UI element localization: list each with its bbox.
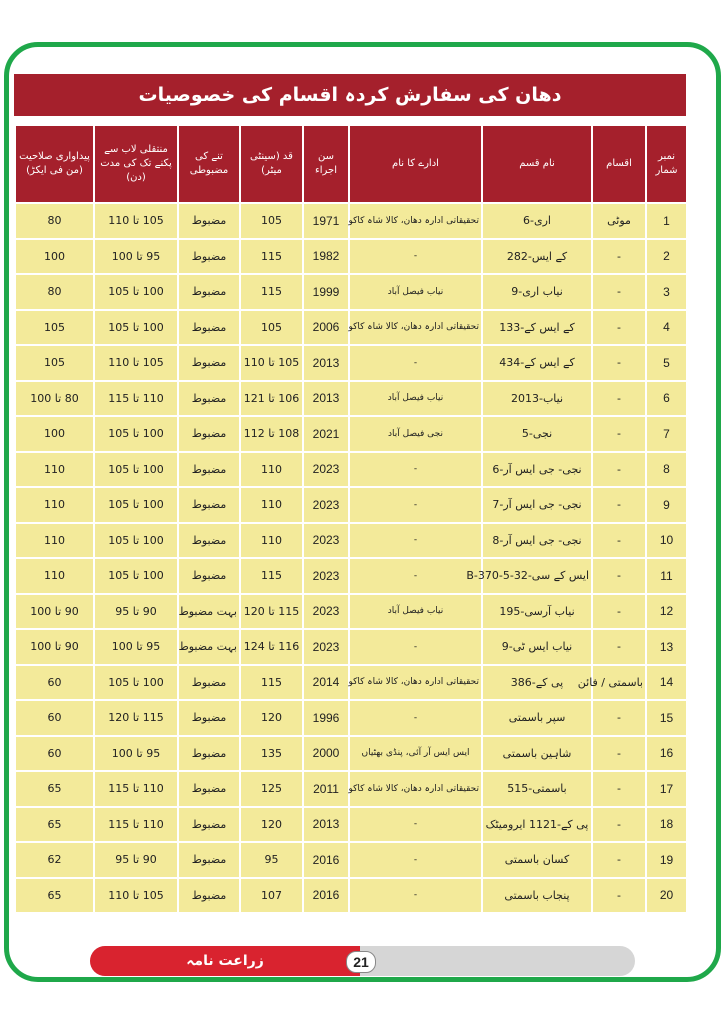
cell-release-year: 2021 [303, 416, 349, 452]
cell-institute: تحقیقاتی ادارہ دھان، کالا شاہ کاکو [349, 665, 482, 701]
cell-height: 110 [240, 523, 303, 559]
header-release-year: سن اجراء [303, 125, 349, 203]
page-number: 21 [346, 951, 376, 973]
cell-category: - [592, 487, 646, 523]
cell-maturity-days: 100 تا 105 [94, 310, 178, 346]
cell-stem-strength: مضبوط [178, 310, 240, 346]
cell-release-year: 1996 [303, 700, 349, 736]
cell-yield: 65 [15, 807, 94, 843]
cell-maturity-days: 100 تا 105 [94, 274, 178, 310]
table-row [15, 594, 687, 630]
cell-height: 115 [240, 665, 303, 701]
cell-institute: ایس ایس آر آئی، پنڈی بھٹیاں [349, 736, 482, 772]
cell-maturity-days: 110 تا 115 [94, 381, 178, 417]
cell-release-year: 2023 [303, 452, 349, 488]
cell-release-year: 2023 [303, 594, 349, 630]
cell-release-year: 2014 [303, 665, 349, 701]
cell-serial: 19 [646, 842, 687, 878]
table-row [15, 771, 687, 807]
cell-serial: 15 [646, 700, 687, 736]
rice-varieties-table [14, 124, 688, 914]
cell-release-year: 2000 [303, 736, 349, 772]
cell-stem-strength: بہت مضبوط [178, 594, 240, 630]
cell-serial: 20 [646, 878, 687, 914]
cell-institute: نجی فیصل آباد [349, 416, 482, 452]
cell-yield: 60 [15, 665, 94, 701]
cell-category: - [592, 878, 646, 914]
cell-serial: 2 [646, 239, 687, 275]
cell-variety-name: پی کے-386 [482, 665, 592, 701]
table-row [15, 203, 687, 239]
cell-height: 115 [240, 274, 303, 310]
cell-stem-strength: مضبوط [178, 345, 240, 381]
table-row [15, 274, 687, 310]
cell-maturity-days: 105 تا 110 [94, 878, 178, 914]
cell-institute: تحقیقاتی ادارہ دھان، کالا شاہ کاکو [349, 771, 482, 807]
cell-stem-strength: مضبوط [178, 381, 240, 417]
cell-maturity-days: 95 تا 100 [94, 629, 178, 665]
cell-institute: - [349, 523, 482, 559]
cell-institute: - [349, 452, 482, 488]
table-row [15, 381, 687, 417]
cell-release-year: 2011 [303, 771, 349, 807]
header-height: قد (سینٹی میٹر) [240, 125, 303, 203]
cell-variety-name: نیاب ایس ٹی-9 [482, 629, 592, 665]
cell-category: - [592, 736, 646, 772]
cell-institute: تحقیقاتی ادارہ دھان، کالا شاہ کاکو [349, 310, 482, 346]
cell-institute: تحقیقاتی ادارہ دھان، کالا شاہ کاکو [349, 203, 482, 239]
cell-maturity-days: 90 تا 95 [94, 842, 178, 878]
cell-height: 105 [240, 310, 303, 346]
header-yield: پیداواری صلاحیت (من فی ایکڑ) [15, 125, 94, 203]
table-row [15, 665, 687, 701]
cell-release-year: 2023 [303, 523, 349, 559]
cell-institute: - [349, 807, 482, 843]
cell-category: - [592, 807, 646, 843]
cell-yield: 65 [15, 878, 94, 914]
table-row [15, 736, 687, 772]
cell-yield: 100 [15, 239, 94, 275]
cell-height: 116 تا 124 [240, 629, 303, 665]
table-row [15, 345, 687, 381]
cell-height: 115 تا 120 [240, 594, 303, 630]
cell-variety-name: نجی-5 [482, 416, 592, 452]
cell-height: 120 [240, 700, 303, 736]
cell-release-year: 1999 [303, 274, 349, 310]
cell-variety-name: نجی- جی ایس آر-7 [482, 487, 592, 523]
cell-category: - [592, 239, 646, 275]
cell-height: 110 [240, 487, 303, 523]
cell-stem-strength: مضبوط [178, 487, 240, 523]
cell-height: 110 [240, 452, 303, 488]
cell-serial: 5 [646, 345, 687, 381]
cell-variety-name: نجی- جی ایس آر-8 [482, 523, 592, 559]
table-row [15, 452, 687, 488]
cell-institute: - [349, 239, 482, 275]
cell-institute: نیاب فیصل آباد [349, 381, 482, 417]
cell-variety-name: اری-6 [482, 203, 592, 239]
table-row [15, 523, 687, 559]
cell-serial: 17 [646, 771, 687, 807]
cell-maturity-days: 90 تا 95 [94, 594, 178, 630]
cell-height: 105 تا 110 [240, 345, 303, 381]
cell-variety-name: کے ایس کے-133 [482, 310, 592, 346]
cell-category: باسمتی / فائن [592, 665, 646, 701]
cell-yield: 62 [15, 842, 94, 878]
cell-maturity-days: 110 تا 115 [94, 807, 178, 843]
cell-variety-name: نیاب-2013 [482, 381, 592, 417]
cell-release-year: 2016 [303, 878, 349, 914]
cell-category: - [592, 523, 646, 559]
cell-stem-strength: مضبوط [178, 665, 240, 701]
cell-serial: 14 [646, 665, 687, 701]
cell-maturity-days: 100 تا 105 [94, 523, 178, 559]
cell-yield: 60 [15, 736, 94, 772]
table-row [15, 700, 687, 736]
cell-height: 120 [240, 807, 303, 843]
cell-variety-name: پی کے-1121 ایرومیٹک [482, 807, 592, 843]
header-serial: نمبر شمار [646, 125, 687, 203]
header-institute: ادارے کا نام [349, 125, 482, 203]
cell-maturity-days: 115 تا 120 [94, 700, 178, 736]
cell-stem-strength: مضبوط [178, 771, 240, 807]
cell-yield: 100 [15, 416, 94, 452]
cell-variety-name: کے ایس-282 [482, 239, 592, 275]
cell-institute: نیاب فیصل آباد [349, 594, 482, 630]
cell-serial: 9 [646, 487, 687, 523]
cell-yield: 110 [15, 487, 94, 523]
table-row [15, 558, 687, 594]
cell-serial: 13 [646, 629, 687, 665]
cell-release-year: 2023 [303, 487, 349, 523]
cell-variety-name: کسان باسمتی [482, 842, 592, 878]
cell-institute: - [349, 700, 482, 736]
table-row [15, 629, 687, 665]
cell-yield: 105 [15, 345, 94, 381]
cell-stem-strength: مضبوط [178, 842, 240, 878]
cell-serial: 18 [646, 807, 687, 843]
header-category: اقسام [592, 125, 646, 203]
cell-yield: 90 تا 100 [15, 629, 94, 665]
cell-serial: 11 [646, 558, 687, 594]
header-stem-strength: تنے کی مضبوطی [178, 125, 240, 203]
cell-height: 125 [240, 771, 303, 807]
cell-height: 115 [240, 558, 303, 594]
cell-serial: 3 [646, 274, 687, 310]
cell-category: - [592, 452, 646, 488]
cell-institute: - [349, 345, 482, 381]
cell-height: 108 تا 112 [240, 416, 303, 452]
cell-maturity-days: 100 تا 105 [94, 665, 178, 701]
cell-variety-name: نیاب آرسی-195 [482, 594, 592, 630]
cell-yield: 110 [15, 523, 94, 559]
cell-variety-name: نجی- جی ایس آر-6 [482, 452, 592, 488]
cell-height: 95 [240, 842, 303, 878]
cell-stem-strength: مضبوط [178, 523, 240, 559]
cell-category: - [592, 842, 646, 878]
cell-variety-name: شاہین باسمتی [482, 736, 592, 772]
cell-stem-strength: مضبوط [178, 274, 240, 310]
cell-height: 115 [240, 239, 303, 275]
cell-maturity-days: 100 تا 105 [94, 416, 178, 452]
cell-yield: 110 [15, 558, 94, 594]
cell-stem-strength: مضبوط [178, 416, 240, 452]
cell-stem-strength: مضبوط [178, 239, 240, 275]
cell-release-year: 1982 [303, 239, 349, 275]
cell-height: 106 تا 121 [240, 381, 303, 417]
cell-maturity-days: 100 تا 105 [94, 487, 178, 523]
cell-category: - [592, 558, 646, 594]
table-header-row [15, 125, 687, 203]
table-row [15, 878, 687, 914]
cell-institute: نیاب فیصل آباد [349, 274, 482, 310]
cell-stem-strength: مضبوط [178, 807, 240, 843]
cell-category: - [592, 310, 646, 346]
footer-magazine-name: زراعت نامہ [90, 946, 360, 976]
cell-maturity-days: 100 تا 105 [94, 558, 178, 594]
cell-yield: 110 [15, 452, 94, 488]
cell-maturity-days: 105 تا 110 [94, 203, 178, 239]
cell-maturity-days: 110 تا 115 [94, 771, 178, 807]
cell-release-year: 2023 [303, 629, 349, 665]
cell-serial: 1 [646, 203, 687, 239]
cell-stem-strength: مضبوط [178, 700, 240, 736]
cell-category: - [592, 381, 646, 417]
cell-release-year: 1971 [303, 203, 349, 239]
cell-institute: - [349, 878, 482, 914]
table-row [15, 310, 687, 346]
cell-release-year: 2013 [303, 807, 349, 843]
cell-yield: 65 [15, 771, 94, 807]
cell-institute: - [349, 487, 482, 523]
header-maturity-days: منتقلی لاب سے پکنے تک کی مدت (دن) [94, 125, 178, 203]
cell-category: - [592, 594, 646, 630]
header-variety-name: نام قسم [482, 125, 592, 203]
cell-release-year: 2023 [303, 558, 349, 594]
cell-yield: 80 [15, 274, 94, 310]
cell-institute: - [349, 558, 482, 594]
cell-serial: 12 [646, 594, 687, 630]
cell-category: موٹی [592, 203, 646, 239]
cell-variety-name: کے ایس کے-434 [482, 345, 592, 381]
cell-serial: 6 [646, 381, 687, 417]
table-row [15, 416, 687, 452]
cell-maturity-days: 100 تا 105 [94, 452, 178, 488]
cell-height: 107 [240, 878, 303, 914]
cell-serial: 4 [646, 310, 687, 346]
table-row [15, 842, 687, 878]
cell-yield: 90 تا 100 [15, 594, 94, 630]
cell-maturity-days: 95 تا 100 [94, 239, 178, 275]
cell-yield: 80 تا 100 [15, 381, 94, 417]
cell-variety-name: باسمتی-515 [482, 771, 592, 807]
cell-category: - [592, 700, 646, 736]
cell-variety-name: پنجاب باسمتی [482, 878, 592, 914]
cell-stem-strength: بہت مضبوط [178, 629, 240, 665]
cell-stem-strength: مضبوط [178, 736, 240, 772]
cell-release-year: 2013 [303, 381, 349, 417]
cell-category: - [592, 274, 646, 310]
cell-serial: 10 [646, 523, 687, 559]
cell-height: 135 [240, 736, 303, 772]
table-row [15, 487, 687, 523]
cell-stem-strength: مضبوط [178, 452, 240, 488]
cell-category: - [592, 416, 646, 452]
cell-maturity-days: 105 تا 110 [94, 345, 178, 381]
cell-height: 105 [240, 203, 303, 239]
cell-category: - [592, 629, 646, 665]
cell-serial: 7 [646, 416, 687, 452]
cell-variety-name: ایس کے سی-B-370-5-32 [482, 558, 592, 594]
cell-category: - [592, 345, 646, 381]
table-row [15, 807, 687, 843]
cell-serial: 16 [646, 736, 687, 772]
cell-maturity-days: 95 تا 100 [94, 736, 178, 772]
cell-release-year: 2006 [303, 310, 349, 346]
cell-serial: 8 [646, 452, 687, 488]
cell-release-year: 2016 [303, 842, 349, 878]
cell-stem-strength: مضبوط [178, 878, 240, 914]
cell-variety-name: نیاب اری-9 [482, 274, 592, 310]
cell-yield: 105 [15, 310, 94, 346]
cell-institute: - [349, 629, 482, 665]
cell-category: - [592, 771, 646, 807]
cell-release-year: 2013 [303, 345, 349, 381]
cell-institute: - [349, 842, 482, 878]
cell-variety-name: سپر باسمتی [482, 700, 592, 736]
table-row [15, 239, 687, 275]
cell-yield: 60 [15, 700, 94, 736]
cell-stem-strength: مضبوط [178, 558, 240, 594]
cell-yield: 80 [15, 203, 94, 239]
page-title: دھان کی سفارش کردہ اقسام کی خصوصیات [14, 74, 686, 116]
cell-stem-strength: مضبوط [178, 203, 240, 239]
